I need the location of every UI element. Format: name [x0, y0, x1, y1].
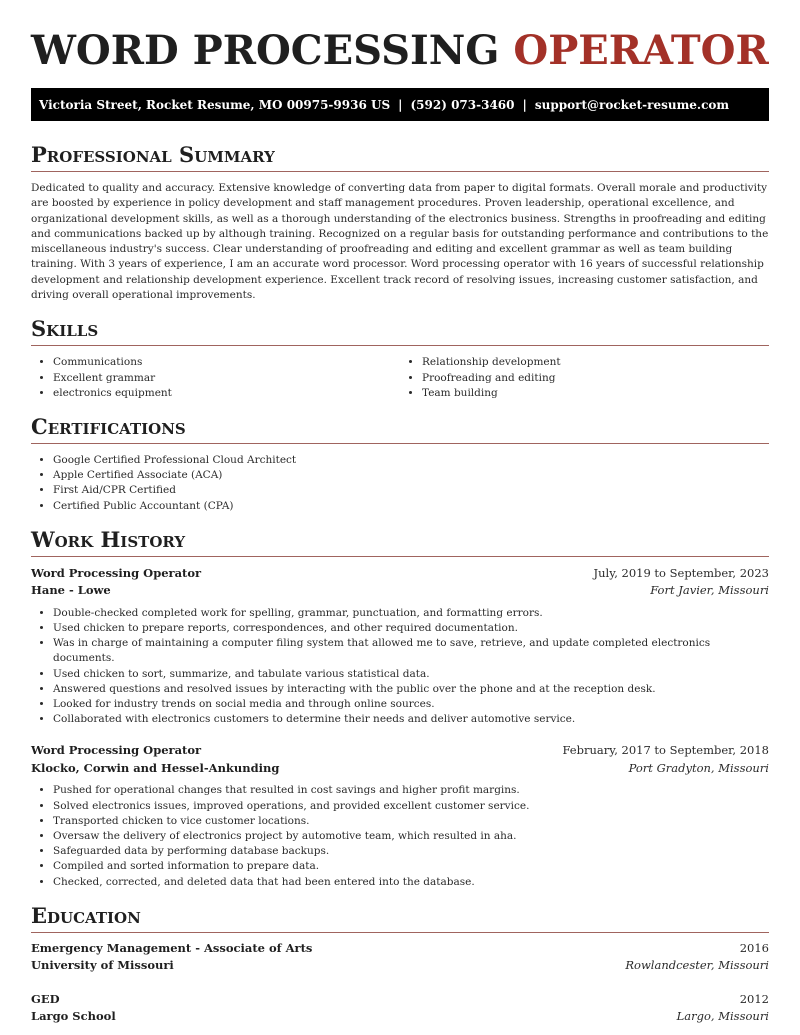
section-heading-certifications: Certifications — [31, 415, 769, 444]
education-header — [31, 991, 769, 1009]
certifications-list — [31, 453, 769, 514]
education-subheader — [31, 957, 769, 975]
section-heading-skills: Skills — [31, 317, 769, 346]
contact-bar — [31, 88, 769, 121]
certification-item: • First Aid/CPR Certified — [53, 483, 769, 498]
job-duty: • Oversaw the delivery of electronics project by automotive team, which resulted in aha. — [53, 829, 769, 844]
summary-text: Dedicated to quality and accuracy. Extensive knowledge of converting data from paper to digital formats. Overall morale and productivity are boosted by experience in policy development and staff management procedures. Proven leadership, operational excellence, and organizational development skills, as well as a thorough understanding of the electronics business. Strengths in proofreading and editing and communications backed up by although training. Recognized on a regular basis for outstanding performance and contributions to the miscellaneous industry's success. Clear understanding of proofreading and editing and excellent grammar as well as team building training. With 3 years of experience, I am an accurate word processor. Word processing operator with 16 years of successful relationship development and relationship development experience. Excellent track record of resolving issues, increasing customer satisfaction, and driving overall operational improvements. — [31, 182, 769, 302]
education-year: 2012 — [739, 991, 769, 1006]
section-heading-summary: Professional Summary — [31, 143, 769, 172]
education-school: Largo School — [31, 1009, 116, 1024]
certification-item: • Google Certified Professional Cloud Architect — [53, 453, 769, 468]
skills-column-left — [31, 355, 400, 401]
title-accent: OPERATOR — [513, 27, 769, 74]
education-location: Largo, Missouri — [676, 1009, 769, 1024]
education-location: Rowlandcester, Missouri — [625, 958, 769, 973]
skill-item: • electronics equipment — [53, 386, 400, 401]
skills-column-right — [400, 355, 769, 401]
certification-item: • Apple Certified Associate (ACA) — [53, 468, 769, 483]
skill-item: • Communications — [53, 355, 400, 370]
job-entry — [31, 565, 769, 728]
job-header — [31, 742, 769, 760]
job-duty: • Pushed for operational changes that resulted in cost savings and higher profit margins. — [53, 783, 769, 798]
job-duty: • Looked for industry trends on social media and through online sources. — [53, 697, 769, 712]
education-degree: Emergency Management - Associate of Arts — [31, 940, 313, 955]
skill-item: • Excellent grammar — [53, 371, 400, 386]
contact-address: Victoria Street, Rocket Resume, MO 00975-9936 US — [39, 97, 391, 112]
job-company: Hane - Lowe — [31, 583, 111, 598]
resume-title — [31, 0, 769, 72]
job-dates: February, 2017 to September, 2018 — [562, 743, 769, 758]
education-subheader — [31, 1008, 769, 1026]
job-duty: • Solved electronics issues, improved operations, and provided excellent customer service. — [53, 799, 769, 814]
skill-item: • Proofreading and editing — [422, 371, 769, 386]
job-duty: • Checked, corrected, and deleted data that had been entered into the database. — [53, 875, 769, 890]
title-main: WORD PROCESSING — [31, 27, 500, 74]
skills-list — [31, 355, 769, 401]
job-location: Fort Javier, Missouri — [650, 583, 769, 598]
education-year: 2016 — [739, 940, 769, 955]
job-location: Port Gradyton, Missouri — [628, 760, 769, 775]
education-header — [31, 940, 769, 958]
job-subheader — [31, 582, 769, 600]
education-degree: GED — [31, 991, 60, 1006]
education-entry — [31, 940, 769, 975]
contact-separator: | — [398, 97, 403, 112]
contact-phone: (592) 073-3460 — [410, 97, 515, 112]
education-entry — [31, 991, 769, 1026]
job-duty: • Used chicken to prepare reports, correspondences, and other required documentation. — [53, 621, 769, 636]
job-duty: • Collaborated with electronics customers to determine their needs and deliver automotive service. — [53, 712, 769, 727]
job-duty: • Compiled and sorted information to prepare data. — [53, 859, 769, 874]
section-heading-work-history: Work History — [31, 528, 769, 557]
skill-item: • Team building — [422, 386, 769, 401]
job-duty: • Used chicken to sort, summarize, and tabulate various statistical data. — [53, 667, 769, 682]
contact-email[interactable]: support@rocket-resume.com — [534, 97, 730, 112]
job-role: Word Processing Operator — [31, 743, 202, 758]
job-duties-list — [31, 606, 769, 728]
job-duties-list — [31, 783, 769, 889]
job-duty: • Transported chicken to vice customer locations. — [53, 814, 769, 829]
job-company: Klocko, Corwin and Hessel-Ankunding — [31, 760, 280, 775]
job-duty: • Answered questions and resolved issues by interacting with the public over the phone and at the reception desk. — [53, 682, 769, 697]
skill-item: • Relationship development — [422, 355, 769, 370]
job-duty: • Safeguarded data by performing database backups. — [53, 844, 769, 859]
contact-separator: | — [522, 97, 527, 112]
job-role: Word Processing Operator — [31, 565, 202, 580]
certification-item: • Certified Public Accountant (CPA) — [53, 499, 769, 514]
job-dates: July, 2019 to September, 2023 — [593, 565, 769, 580]
section-heading-education: Education — [31, 904, 769, 933]
job-subheader — [31, 760, 769, 778]
education-school: University of Missouri — [31, 958, 174, 973]
job-duty: • Was in charge of maintaining a computer filing system that allowed me to save, retrieve, and update completed electronics documents. — [53, 636, 769, 666]
job-duty: • Double-checked completed work for spelling, grammar, punctuation, and formatting errors. — [53, 606, 769, 621]
job-header — [31, 565, 769, 583]
job-entry — [31, 742, 769, 889]
